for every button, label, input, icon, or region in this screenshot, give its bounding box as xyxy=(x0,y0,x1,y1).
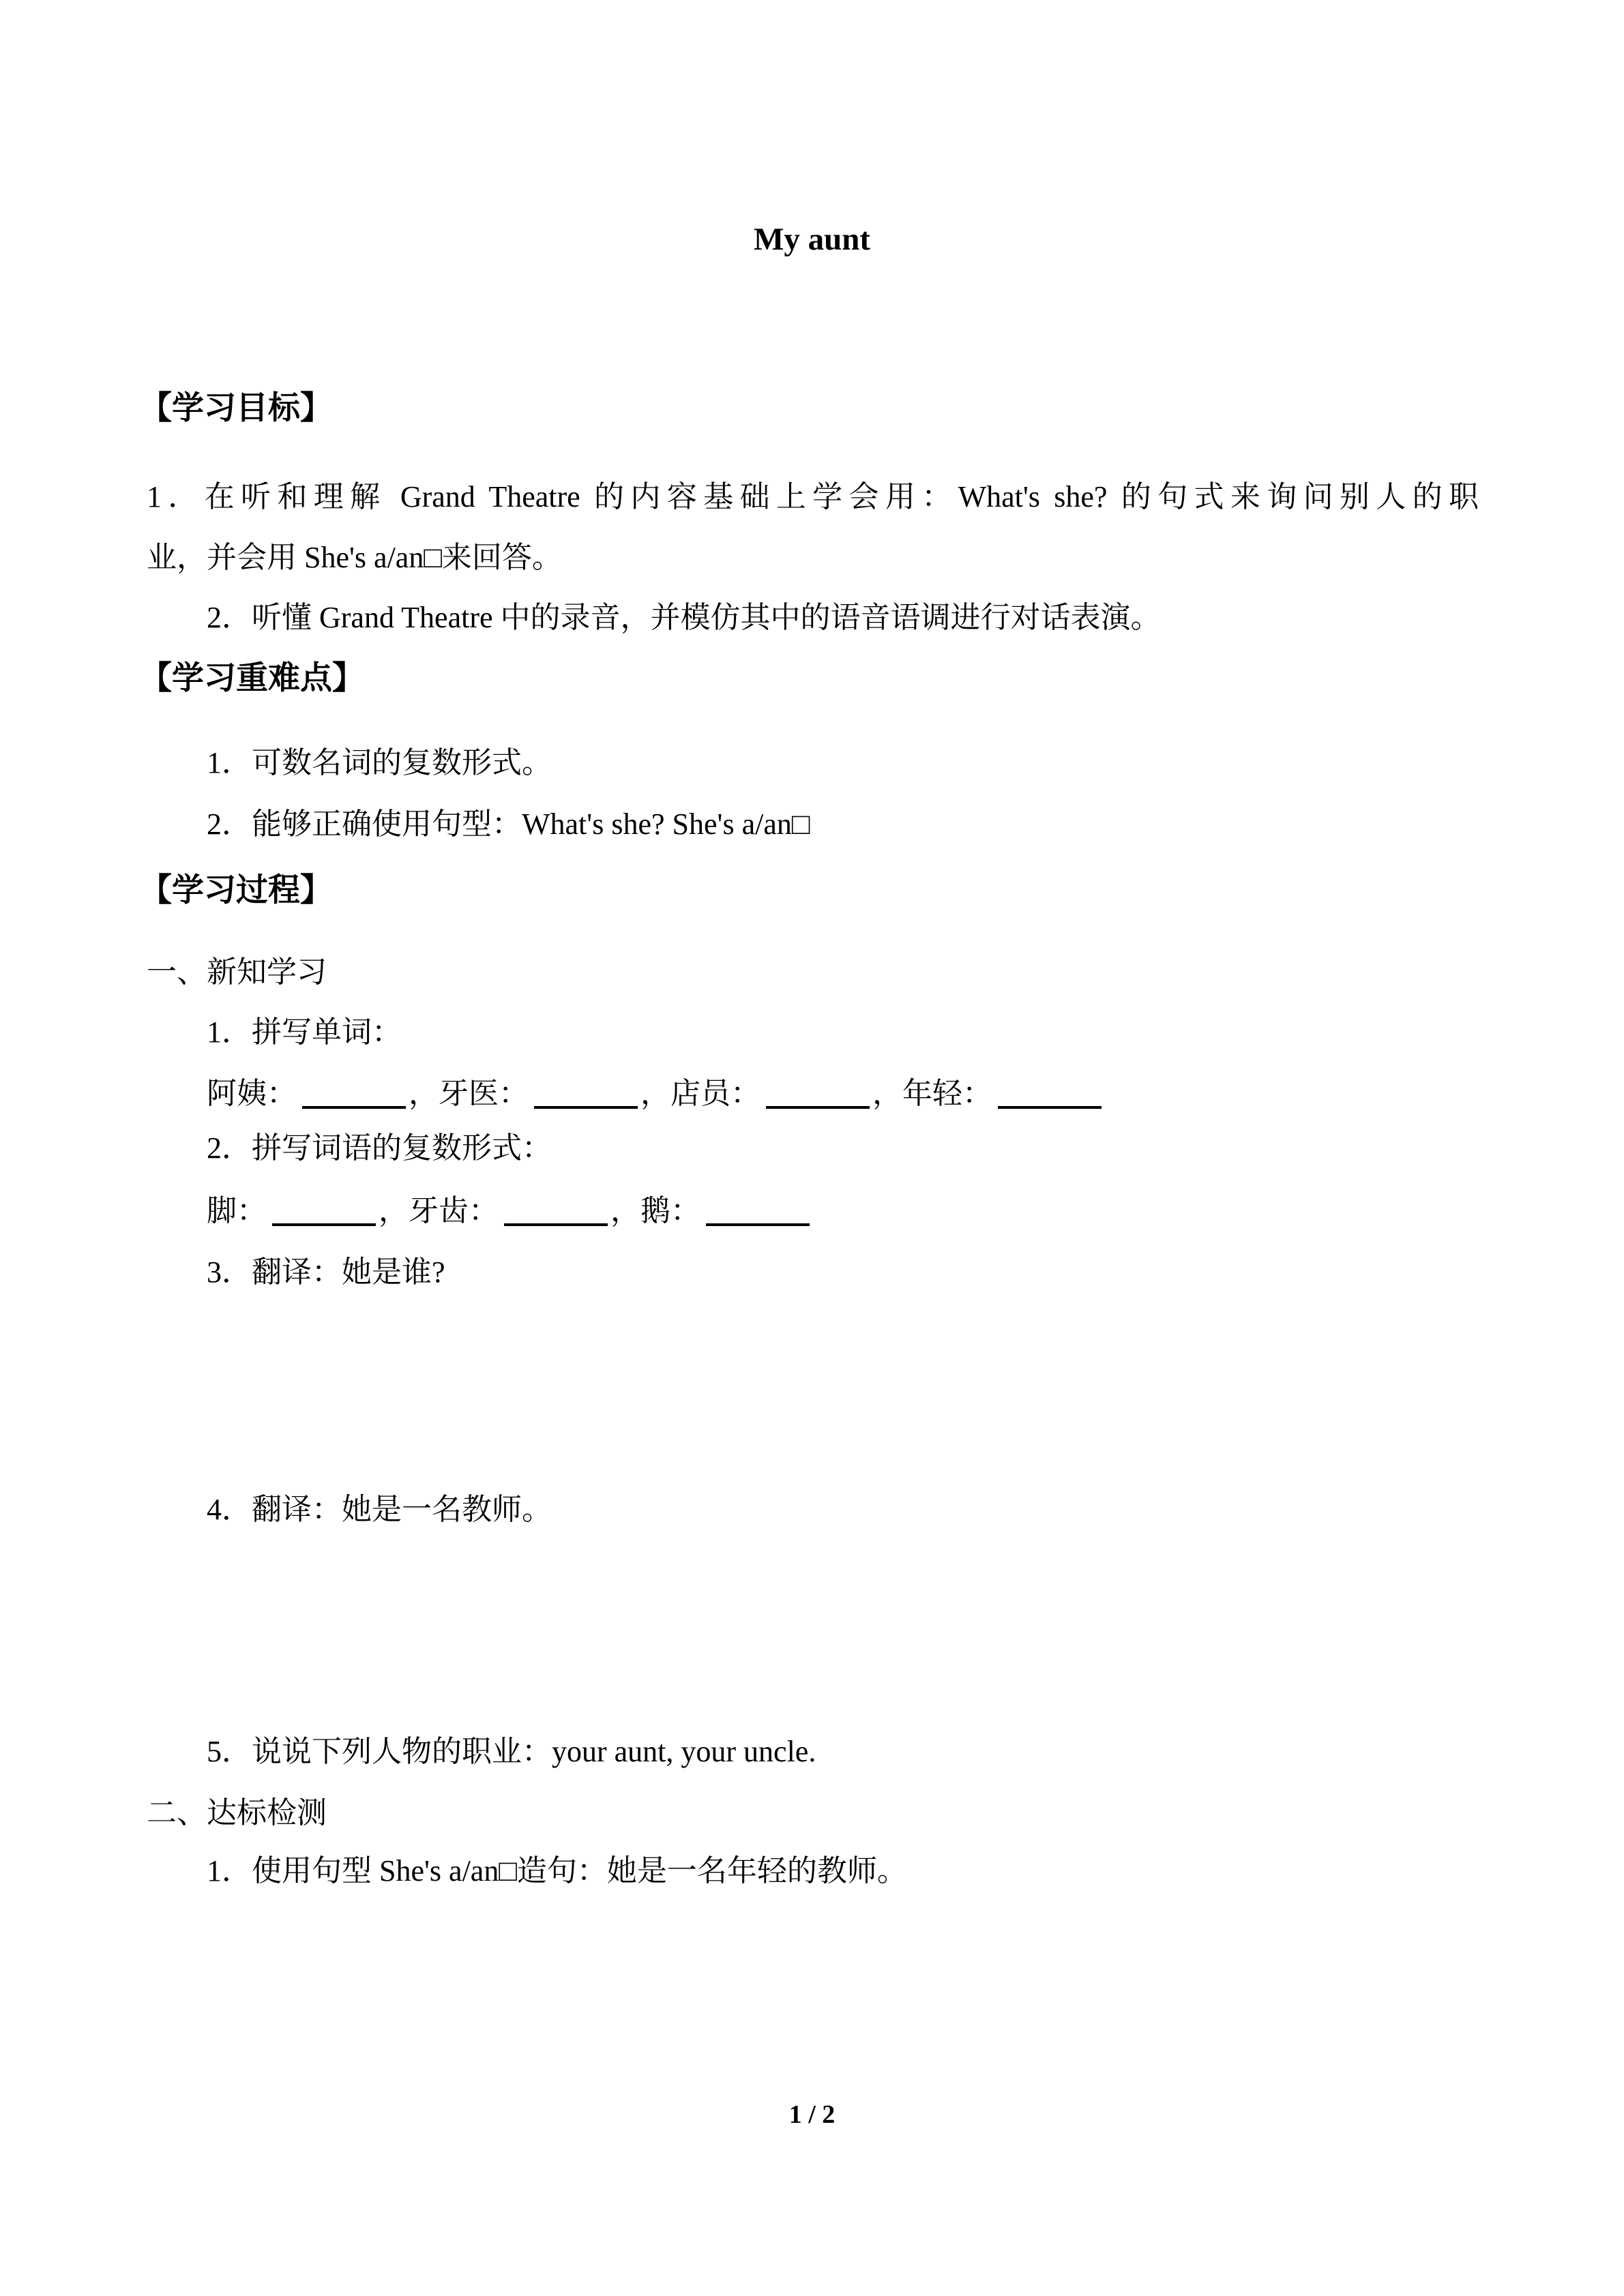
label-young: ，年轻： xyxy=(872,1077,992,1110)
plural-label: 2．拼写词语的复数形式： xyxy=(207,1131,552,1165)
fill-blank-feet xyxy=(272,1196,376,1226)
test-item1: 1．使用句型 She's a/an□造句：她是一名年轻的教师。 xyxy=(207,1854,907,1888)
fill-blank-young xyxy=(998,1079,1102,1109)
page-number: 1 / 2 xyxy=(788,2100,836,2129)
objectives-item1-line1: 1．在听和理解 Grand Theatre 的内容基础上学会用：What's she? 的句式来询问别人的职 xyxy=(147,480,1479,513)
keypoints-item2: 2．能够正确使用句型：What's she? She's a/an□ xyxy=(207,807,810,841)
translate-item4: 4．翻译：她是一名教师。 xyxy=(207,1493,552,1526)
plural-fill-line xyxy=(207,1193,812,1229)
fill-blank-dentist xyxy=(534,1079,638,1109)
label-goose: ，鹅： xyxy=(610,1194,700,1227)
jobs-item5: 5．说说下列人物的职业：your aunt, your uncle. xyxy=(207,1735,816,1768)
label-shop-assistant: ，店员： xyxy=(640,1077,761,1110)
objectives-heading: 【学习目标】 xyxy=(140,391,332,426)
fill-blank-geese xyxy=(706,1196,810,1226)
fill-blank-shop-assistant xyxy=(766,1079,870,1109)
keypoints-heading: 【学习重难点】 xyxy=(140,661,364,696)
label-tooth: ，牙齿： xyxy=(379,1194,499,1227)
label-foot: 脚： xyxy=(207,1194,267,1227)
section-1-heading: 一、新知学习 xyxy=(147,955,327,989)
label-aunt: 阿姨： xyxy=(207,1077,297,1110)
process-heading: 【学习过程】 xyxy=(140,873,332,908)
fill-blank-teeth xyxy=(504,1196,608,1226)
objectives-item1-line2: 业，并会用 She's a/an□来回答。 xyxy=(147,541,562,574)
fill-blank-aunt xyxy=(302,1079,406,1109)
objectives-item2: 2．听懂 Grand Theatre 中的录音，并模仿其中的语音语调进行对话表演。 xyxy=(207,601,1161,634)
section-2-heading: 二、达标检测 xyxy=(147,1796,327,1830)
spell-words-fill-line xyxy=(207,1075,1104,1112)
translate-item3: 3．翻译：她是谁? xyxy=(207,1255,445,1289)
spell-words-label: 1．拼写单词： xyxy=(207,1015,402,1049)
keypoints-item1: 1．可数名词的复数形式。 xyxy=(207,746,552,779)
doc-title: My aunt xyxy=(753,222,871,257)
label-dentist: ，牙医： xyxy=(409,1077,529,1110)
